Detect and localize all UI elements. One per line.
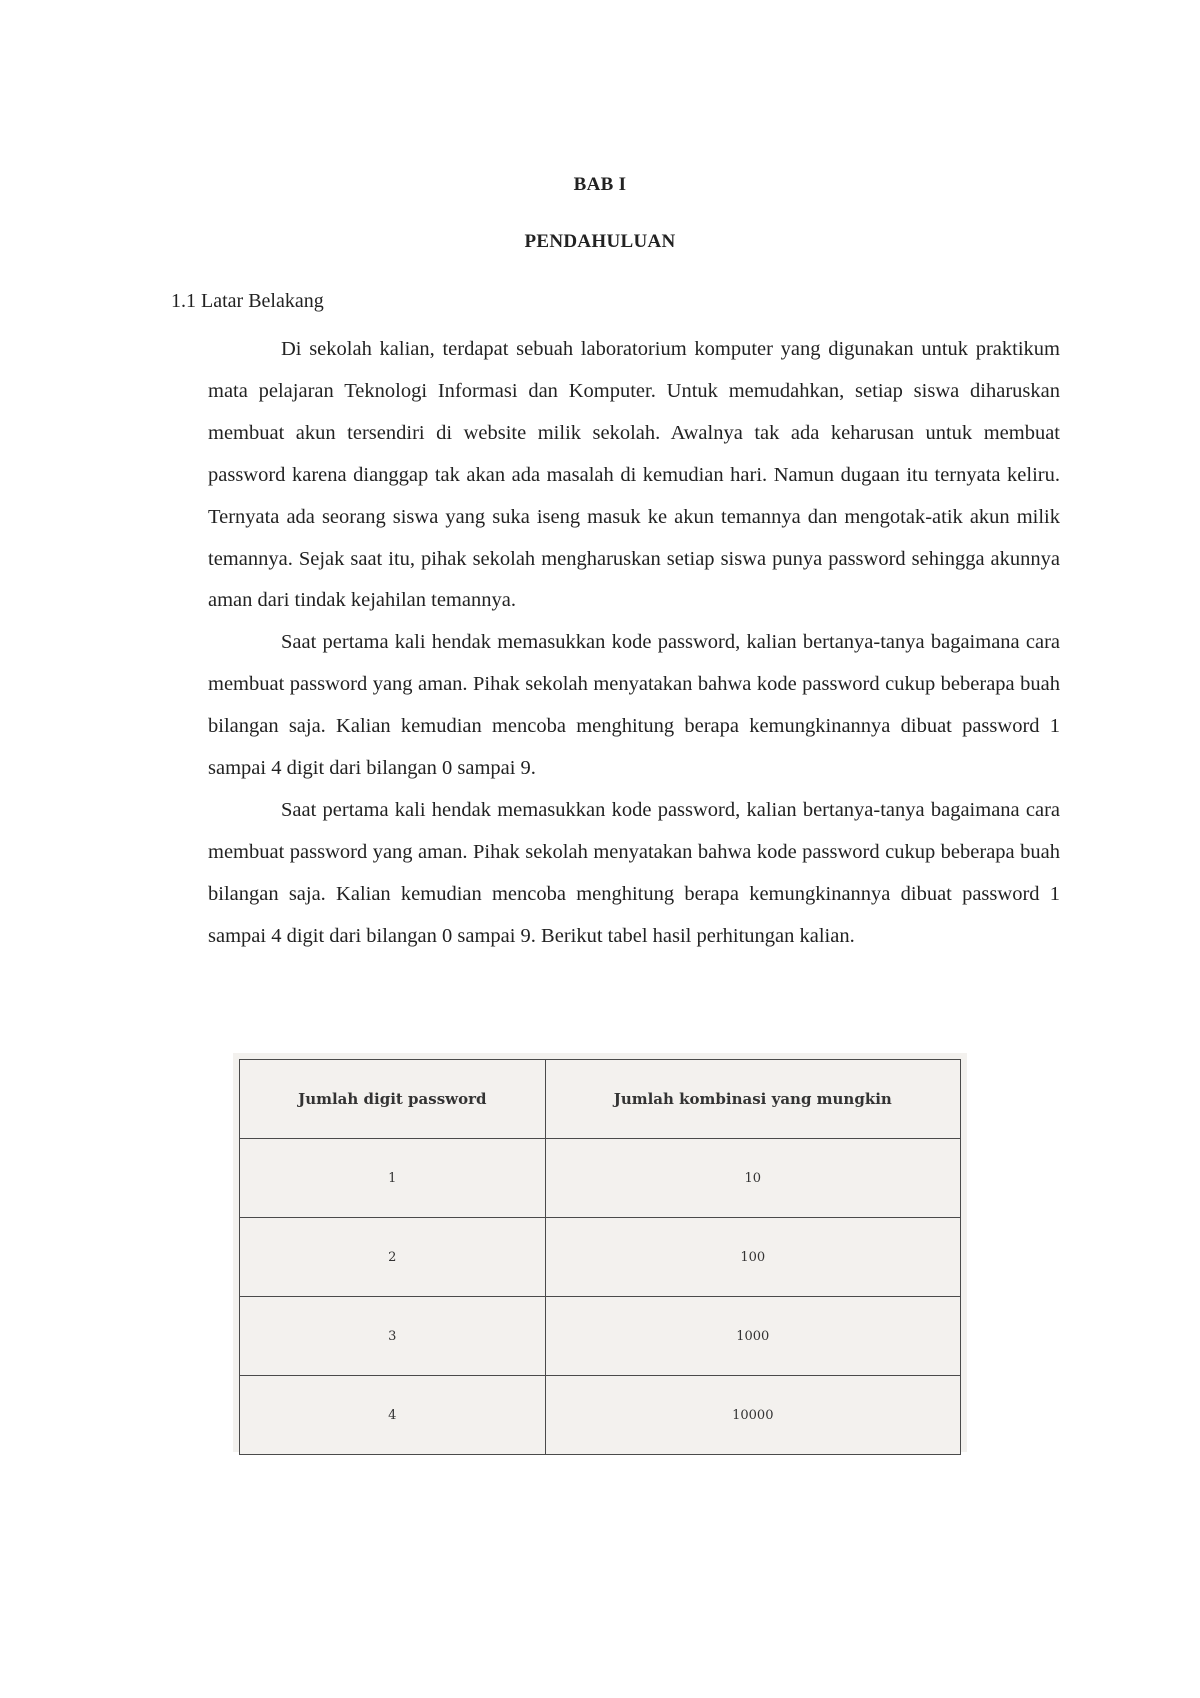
paragraph: Saat pertama kali hendak memasukkan kode password, kalian bertanya-tanya bagaimana cara membuat password yang aman. Pihak sekolah menyatakan bahwa kode password cukup beberapa buah bilangan saja. Kalian kemudian mencoba menghitung berapa kemungkinannya dibuat password 1 sampai 4 digit dari bilangan 0 sampai 9. Berikut tabel hasil perhitungan kalian.: [208, 798, 1060, 947]
cell-digits: 4: [240, 1376, 546, 1455]
table-row: [240, 1297, 961, 1376]
table-row: [240, 1139, 961, 1218]
table-image: [233, 1053, 967, 1452]
cell-combinations: 10000: [545, 1376, 960, 1455]
column-header-digits: Jumlah digit password: [240, 1060, 546, 1139]
chapter-title: PENDAHULUAN: [524, 231, 676, 252]
paragraph: Saat pertama kali hendak memasukkan kode password, kalian bertanya-tanya bagaimana cara membuat password yang aman. Pihak sekolah menyatakan bahwa kode password cukup beberapa buah bilangan saja. Kalian kemudian mencoba menghitung berapa kemungkinannya dibuat password 1 sampai 4 digit dari bilangan 0 sampai 9.: [208, 631, 1060, 780]
table-header-row: [240, 1060, 961, 1139]
cell-combinations: 10: [545, 1139, 960, 1218]
section-heading: 1.1 Latar Belakang: [171, 290, 324, 312]
cell-digits: 2: [240, 1218, 546, 1297]
cell-digits: 1: [240, 1139, 546, 1218]
cell-combinations: 1000: [545, 1297, 960, 1376]
paragraph: Di sekolah kalian, terdapat sebuah laboratorium komputer yang digunakan untuk praktikum mata pelajaran Teknologi Informasi dan Komputer. Untuk memudahkan, setiap siswa diharuskan membuat akun tersendiri di website milik sekolah. Awalnya tak ada keharusan untuk membuat password karena dianggap tak akan ada masalah di kemudian hari. Namun dugaan itu ternyata keliru. Ternyata ada seorang siswa yang suka iseng masuk ke akun temannya dan mengotak-atik akun milik temannya. Sejak saat itu, pihak sekolah mengharuskan setiap siswa punya password sehingga akunnya aman dari tindak kejahilan temannya.: [208, 338, 1060, 612]
table-row: [240, 1218, 961, 1297]
password-combination-table: [239, 1059, 961, 1455]
column-header-combinations: Jumlah kombinasi yang mungkin: [545, 1060, 960, 1139]
chapter-number: BAB I: [573, 174, 627, 195]
cell-digits: 3: [240, 1297, 546, 1376]
table-row: [240, 1376, 961, 1455]
cell-combinations: 100: [545, 1218, 960, 1297]
section-body: [208, 329, 1060, 958]
